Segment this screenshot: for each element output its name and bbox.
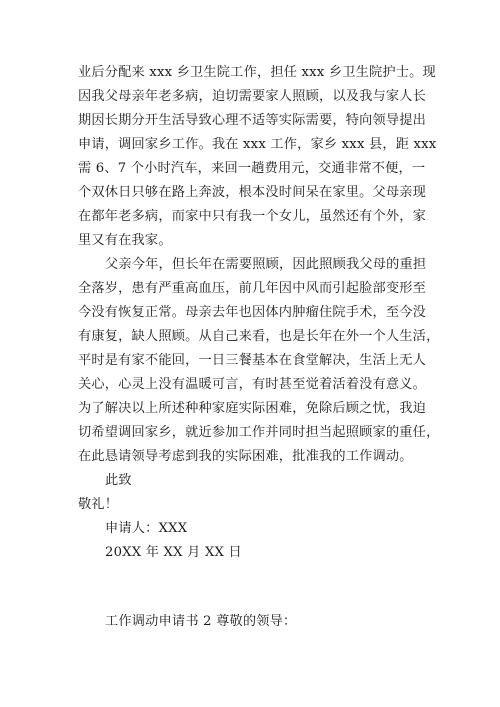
body-line: 切希望调回家乡，就近参加工作并同时担当起照顾家的重任，	[78, 425, 440, 440]
body-line: 期因长期分开生活导致心理不适等实际需要，特向领导提出	[78, 113, 427, 128]
body-line: 关心，心灵上没有温暖可言，有时甚至觉着活着没有意义。	[78, 377, 427, 392]
body-line: 在都年老多病，而家中只有我一个女儿，虽然还有个外，家	[78, 209, 427, 224]
body-line: 需 6、7 个小时汽车，来回一趟费用元，交通非常不便，一	[78, 161, 426, 176]
body-line: 在此恳请领导考虑到我的实际困难，批准我的工作调动。	[78, 449, 413, 464]
body-line: 今没有恢复正常。母亲去年也因体内肿瘤住院手术，至今没	[78, 305, 427, 320]
signature-date: 20XX 年 XX 月 XX 日	[105, 545, 242, 560]
next-section-heading: 工作调动申请书 2 尊敬的领导：	[105, 614, 297, 629]
body-line: 里又有在我家。	[78, 233, 172, 248]
body-line: 有康复，缺人照顾。从自己来看，也是长年在外一个人生活，	[78, 329, 440, 344]
applicant-signature: 申请人：XXX	[105, 521, 188, 536]
body-line: 申请，调回家乡工作。我在 xxx 工作，家乡 xxx 县，距 xxx	[78, 137, 437, 152]
body-line: 个双休日只够在路上奔波，根本没时间呆在家里。父母亲现	[78, 185, 427, 200]
body-line: 为了解决以上所述种种家庭实际困难，免除后顾之忧，我迫	[78, 401, 427, 416]
closing-regards: 敬礼！	[78, 497, 119, 512]
body-line: 业后分配来 xxx 乡卫生院工作，担任 xxx 乡卫生院护士。现	[78, 65, 436, 80]
closing-salutation: 此致	[105, 473, 132, 488]
body-line: 全落岁，患有严重高血压，前几年因中风而引起脸部变形至	[78, 281, 427, 296]
paragraph-start-line: 父亲今年，但长年在需要照顾，因此照顾我父母的重担	[105, 257, 427, 272]
body-line: 平时是有家不能回，一日三餐基本在食堂解决，生活上无人	[78, 353, 427, 368]
body-line: 因我父母亲年老多病，迫切需要家人照顾，以及我与家人长	[78, 89, 427, 104]
